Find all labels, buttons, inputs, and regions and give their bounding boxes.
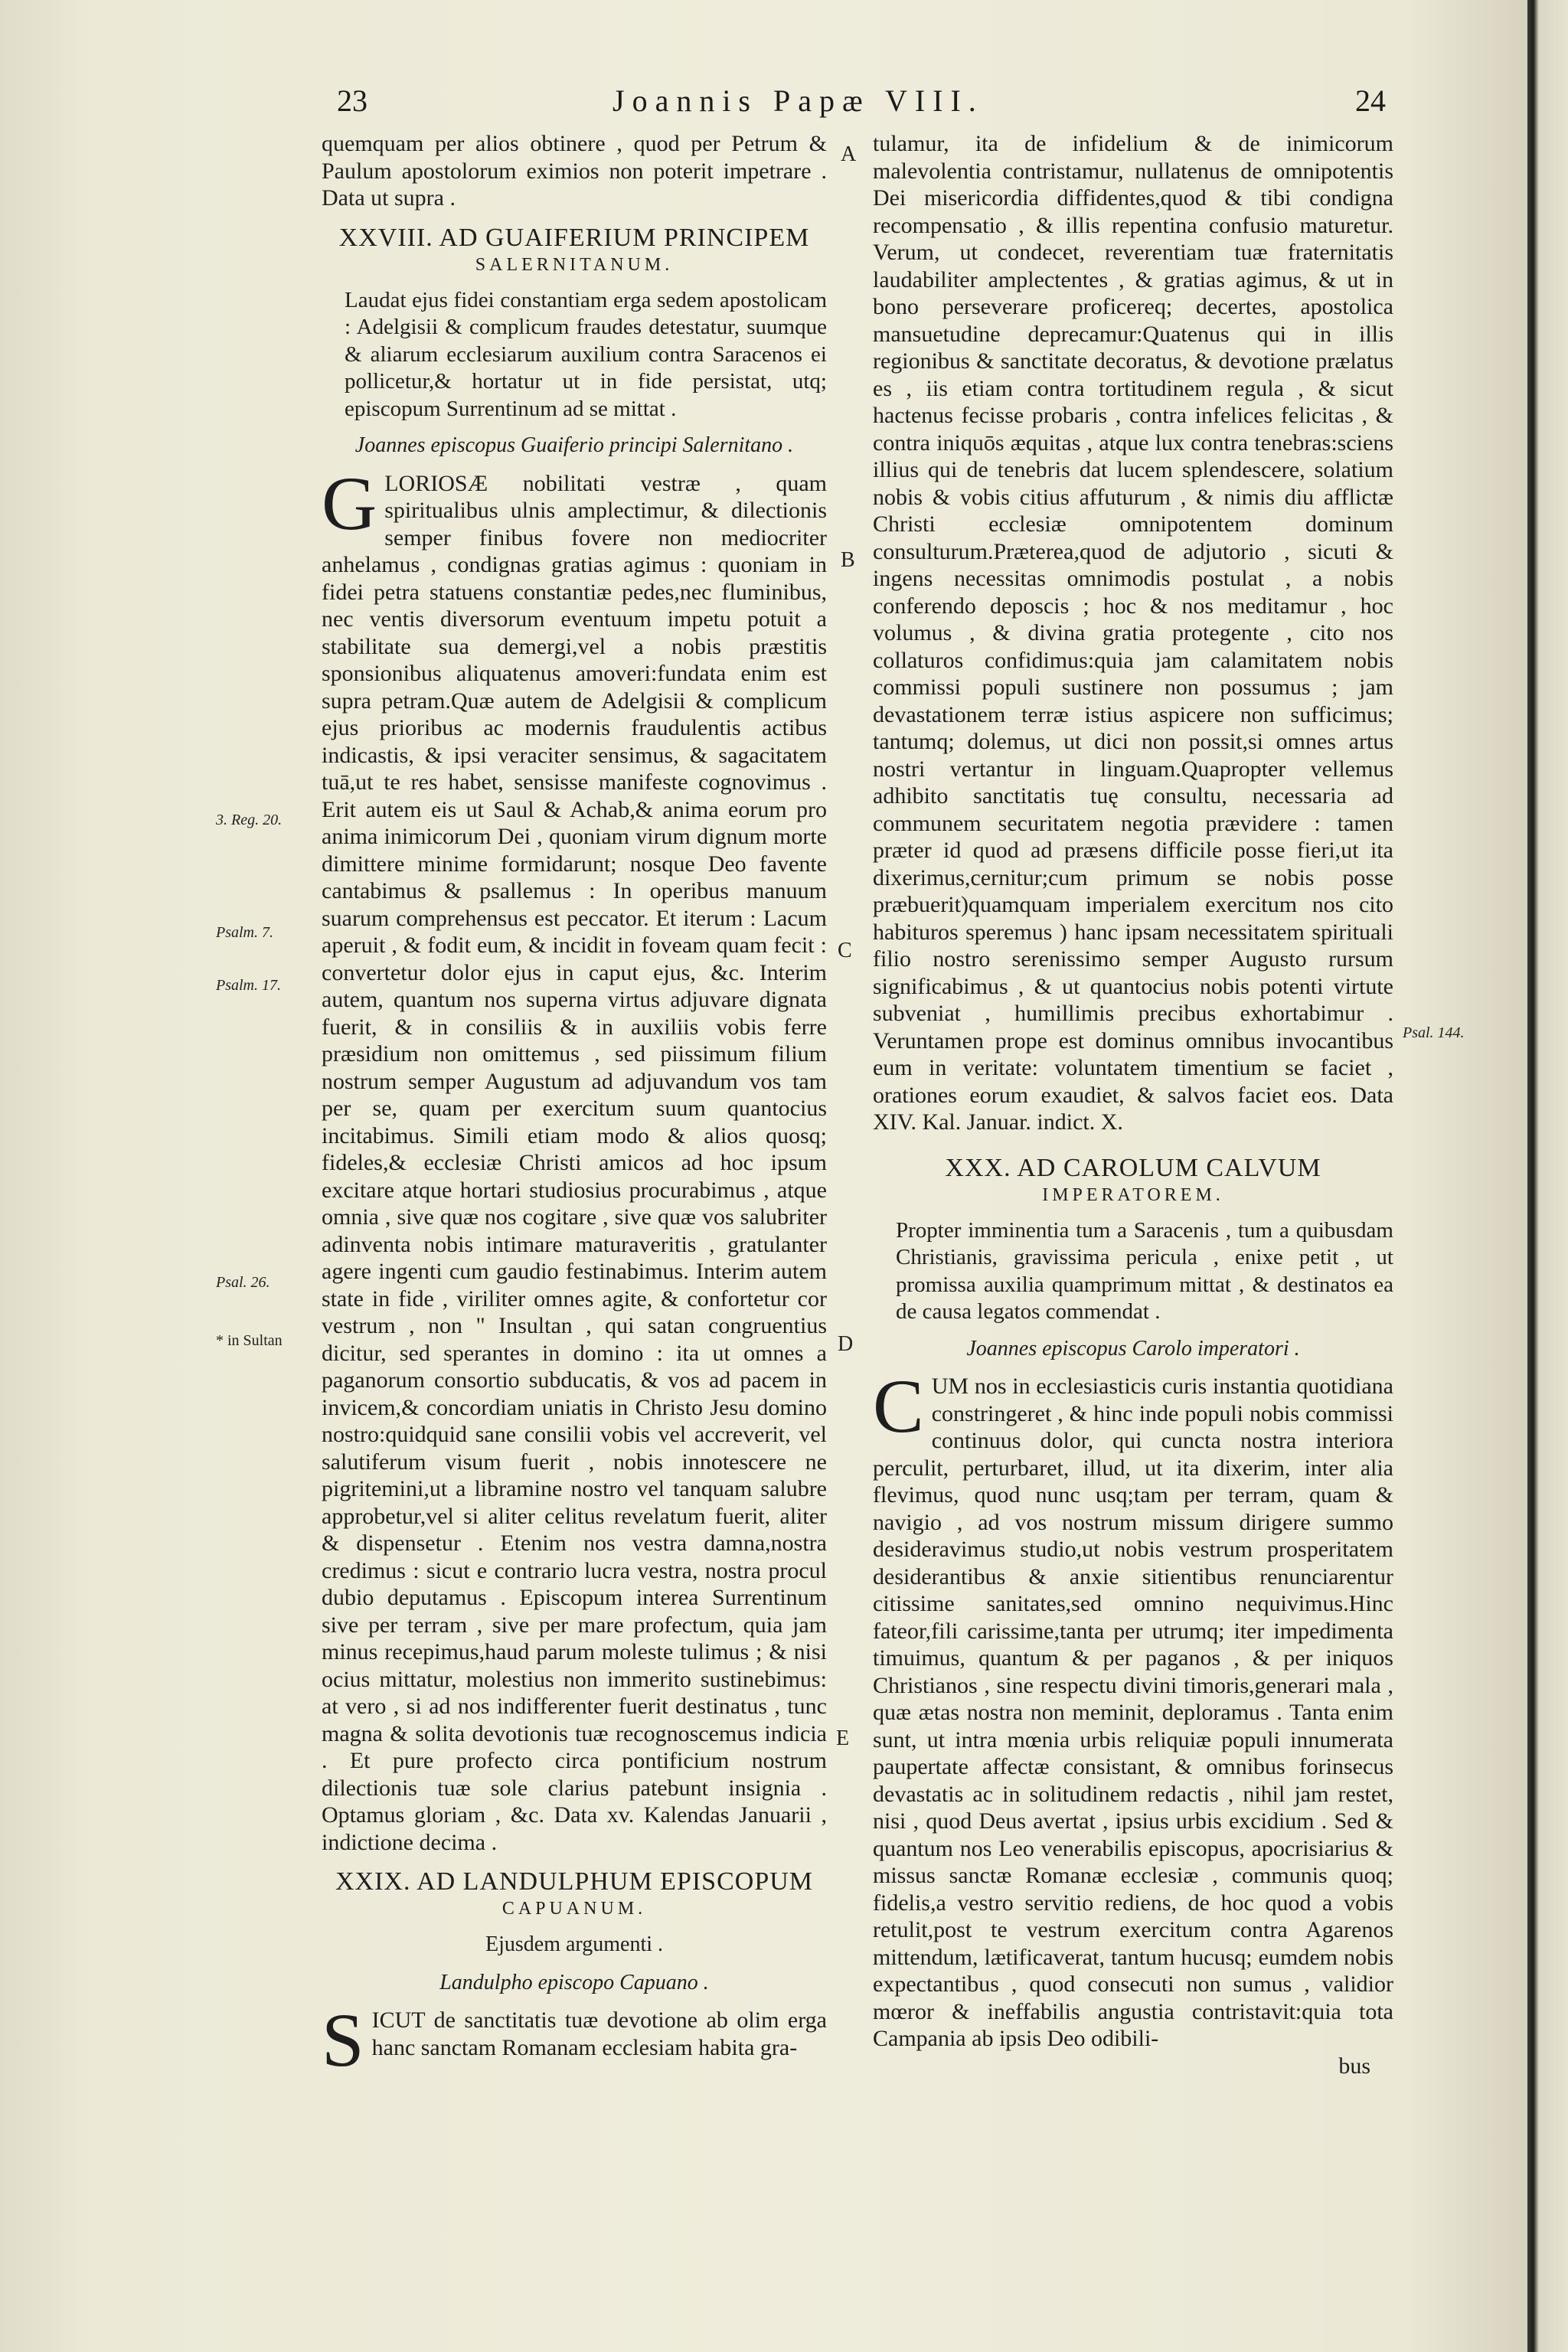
section-29-body <box>322 1998 827 2082</box>
marker-a: A <box>841 142 857 166</box>
margin-note-psal-144: Psal. 144. <box>1403 1024 1465 1041</box>
catchword: bus <box>1338 2053 1370 2079</box>
section-28-summary: Laudat ejus fidei constantiam erga sedem apostolicam : Adelgisii & complicum fraudes detestatur, suumque & aliarum ecclesiarum auxilium contra Saracenos ei pollicetur,& hortatur ut in fide persistat, utq; episcopum Surrentinum ad se mittat . <box>345 287 827 421</box>
section-30-subtitle: IMPERATOREM. <box>1042 1184 1224 1205</box>
section-28-title: XXVIII. AD GUAIFERIUM PRINCIPEM <box>338 223 810 252</box>
section-29-title: XXIX. AD LANDULPHUM EPISCOPUM <box>335 1867 814 1896</box>
marker-d: D <box>838 1332 854 1356</box>
marker-e: E <box>836 1726 850 1750</box>
section-28-text: LORIOSÆ nobilitati vestræ , quam spiritualibus ulnis amplectimur, & dilectionis semper finibus fovere non mediocriter anhelamus , condignas gratias agimus : quoniam in fidei petra statuens constantiæ pedes,nec fluminibus, nec ventis diversorum eventuum impetu potuit a stabilitate sua demergi,vel a nobis præstitis sponsionibus aliquatenus amoveri:fundata enim est supra petram.Quæ autem de Adelgisii & complicum ejus prioribus ac modernis fraudulentis actibus indicastis, & ipsi veraciter sensimus, & sagacitatem tuā,ut te res habet, sensisse manifeste cognovimus . Erit autem eis ut Saul & Achab,& anima eorum pro anima inimicorum Dei , quoniam virum dignum morte dimittere minime formidarunt; nosque Deo favente cantabimus & psallemus : In operibus manuum suarum comprehensus est peccator. Et iterum : Lacum aperuit , & fodit eum, & incidit in foveam quam fecit : convertetur dolor ejus in caput ejus, &c. Interim autem, quantum nos superna virtus adjuvare dignata fuerit, & in consiliis & in auxiliis vobis ferre præsidium non omittemus , sed piissimum filium nostrum semper Augustum ad adjuvandum vos tam per se, quam per exercitum suum quantocius incitabimus. Simili etiam modo & alios quosq; fideles,& ecclesiæ Christi amicos ad hoc ipsum excitare atque hortari studiosius procurabimus , atque omnia , sive quæ nos cogitare , sive quæ vos salubriter adinventa nobis intimare maturaveritis , gratulanter agere ingenti cum gaudio festinabimus. Interim autem state in fide , viriliter omnes agite, & confortetur cor vestrum , non " Insultan , qui satan congruentius dicitur, sed sperantes in domino : ita ut omnes a paganorum consortio subducatis, & vos ad pacem in invicem,& concordiam uniatis in Christo Jesu domino nostro:quidquid sane consilii vobis vel accreverit, vel salutiferum visum fuerit , nobis innotescere ne pigritemini,ut a libramine nostro vel tanquam salubre approbetur,vel si aliter celitus revelatum fuerit, aliter & dispensetur . Etenim nos vestra damna,nostra credimus : sicut e contrario lucra vestra, nostra procul dubio deputamus . Episcopum interea Surrentinum sive per terram , sive per mare profectum, quia jam minus recepimus,haud parum moleste tulimus ; & nisi ocius mittatur, molestius non immerito sustinebimus: at vero , si ad nos indifferenter fuerit destinatus , tunc magna & solita devotionis tuæ recognoscemus indicia . Et pure profecto circa pontificium nostrum dilectionis tuæ sole clarius patebunt insignia . Optamus gloriam , &c. Data xv. Kalendas Januarii , indictione decima . <box>322 470 827 1855</box>
margin-note-psal-26: Psal. 26. <box>216 1274 270 1291</box>
left-column <box>322 130 827 2082</box>
section-30-salutation: Joannes episcopus Carolo imperatori . <box>966 1336 1300 1361</box>
dropcap-g: G <box>322 460 377 546</box>
right-column <box>873 130 1393 2079</box>
right-opening-text: tulamur, ita de infidelium & de inimicorum malevolentia contristamur, nullatenus de omnipotentis Dei misericordia diffidentes,quod & tibi condigna recompensatio , & illis repentina confusio maturetur. Verum, ut condecet, reverentiam tuæ fraternitatis laudabiliter amplectentes , & gratias agimus, & ut in bono perseverare proficereq; decertes, apostolica mansuetudine deprecamur:Quatenus qui in illis regionibus & sanctitate decoratus, & devotione prælatus es , iis etiam contra tortitudinem regula , & sicut hactenus fecisse probaris , contra infelices felicitas , & contra iniquōs æquitas , atque lux contra tenebras:sciens illius qui de tenebris dat lucem splendescere, solatium nobis & vobis citius affuturum , & nimis diu afflictæ Christi ecclesiæ omnipotentem dominum consulturum.Præterea,quod de adjutorio , sicuti & ingens necessitas omnimodis postulat , a nobis conferendo deposcis ; hoc & nos meditamur , hoc volumus , & divina gratia protegente , cito nos collaturos confidimus:quia jam calamitatem nobis commissi populi sustinere non possumus ; jam devastationem terræ istius aspicere non sufficimus; tantumq; dolemus, ut dici non possit,si omnes artus nostri vertantur in linguam.Quapropter vellemus adhibito sanctitatis tuę consultu, necessaria ad communem securitatem negotia prævidere : tamen præter id quod ad præsens difficile posse fieri,ut ita dixerimus,cernitur;cum primum se nobis posse præbuerit)quamquam imperialem exercitum nos cito habituros speremus ) hanc ipsam necessitatem spirituali filio nostro serenissimo semper Augusto rursum significabimus , & ut quantocius nobis potenti virtute subveniat , humillimis precibus exhortabimur . Veruntamen prope est dominus omnibus invocantibus eum in veritate: voluntatem timentium se faciet , orationes eorum exaudiet, & salvos faciet eos. Data XIV. Kal. Januar. indict. X. <box>873 131 1393 1135</box>
margin-note-psalm-7: Psalm. 7. <box>216 924 273 941</box>
section-28-body <box>322 460 827 1857</box>
next-page-edge <box>1527 0 1568 2352</box>
margin-note-in-sultan: * in Sultan <box>216 1332 283 1349</box>
margin-note-3-reg: 3. Reg. 20. <box>216 812 283 828</box>
section-30-text: UM nos in ecclesiasticis curis instantia quotidiana constringeret , & hinc inde populi nobis commissi continuus dolor, qui cuncta nostra interiora perculit, perturbaret, illud, ut ita dixerim, inter alia flevimus, quod nunc usq;tam per terram, quam & navigio , ad vos nostrum missum dirigere summo desideravimus studio,ut nobis vestrum prosperitatem desiderantibus & anxie sitientibus renunciarentur citissime sanitates,sed omnino nequivimus.Hinc fateor,fili carissime,tanta per utrumq; iter impedimenta timuimus, quantum & per paganos , & per iniquos Christianos , sine respectu divini timoris,generari mala , quæ ætas nostra non meminit, deploramus . Tanta enim sunt, ut intra mœnia urbis reliquiæ populi innumerata paupertate affectæ consistant, & omnibus forinsecus devastatis ac in solitudinem redactis , nihil jam restet, nisi , quod Deus avertat , ipsius urbis excidium . Sed & quantum nos Leo venerabilis episcopus, apocrisiarius & missus sanctæ Romanæ ecclesiæ , communis quoq; fidelis,a vestro servitio rediens, de hoc quod a vobis retulit,post te vestrum exercitum contra Agarenos mittendum, lætificaverat, tantum hucusq; eumdem nobis expectantibus , quod consecuti non sumus , validior mœror & ineffabilis angustia contristavit:quia tota Campania ab ipsis Deo odibili- <box>873 1374 1393 2051</box>
section-29-salutation: Landulpho episcopo Capuano . <box>439 1970 709 1994</box>
section-28-salutation: Joannes episcopus Guaiferio principi Salernitano . <box>354 433 794 457</box>
section-29-summary: Ejusdem argumenti . <box>485 1932 663 1956</box>
dropcap-s: S <box>322 1998 364 2082</box>
section-30-summary: Propter imminentia tum a Saracenis , tum a quibusdam Christianis, gravissima pericula , enixe petit , ut promissa auxilia quamprimum mittat , & destinatos ea de causa legatos commendat . <box>896 1217 1393 1324</box>
left-page-number: 23 <box>337 83 368 118</box>
right-page-number: 24 <box>1355 83 1386 118</box>
section-29-text: ICUT de sanctitatis tuæ devotione ab olim erga hanc sanctam Romanam ecclesiam habita gra- <box>371 2007 827 2060</box>
margin-note-psalm-17: Psalm. 17. <box>216 977 281 994</box>
section-28-subtitle: SALERNITANUM. <box>475 254 674 275</box>
dropcap-c: C <box>873 1364 924 1449</box>
marker-b: B <box>841 548 855 572</box>
section-30-title: XXX. AD CAROLUM CALVUM <box>945 1153 1321 1182</box>
left-opening-text: quemquam per alios obtinere , quod per Petrum & Paulum apostolorum eximios non poterit impetrare . Data ut supra . <box>322 131 827 211</box>
section-30-body <box>873 1364 1393 2053</box>
running-title: Joannis Papæ VIII. <box>612 83 984 118</box>
section-29-subtitle: CAPUANUM. <box>501 1899 647 1919</box>
marker-c: C <box>838 939 852 962</box>
